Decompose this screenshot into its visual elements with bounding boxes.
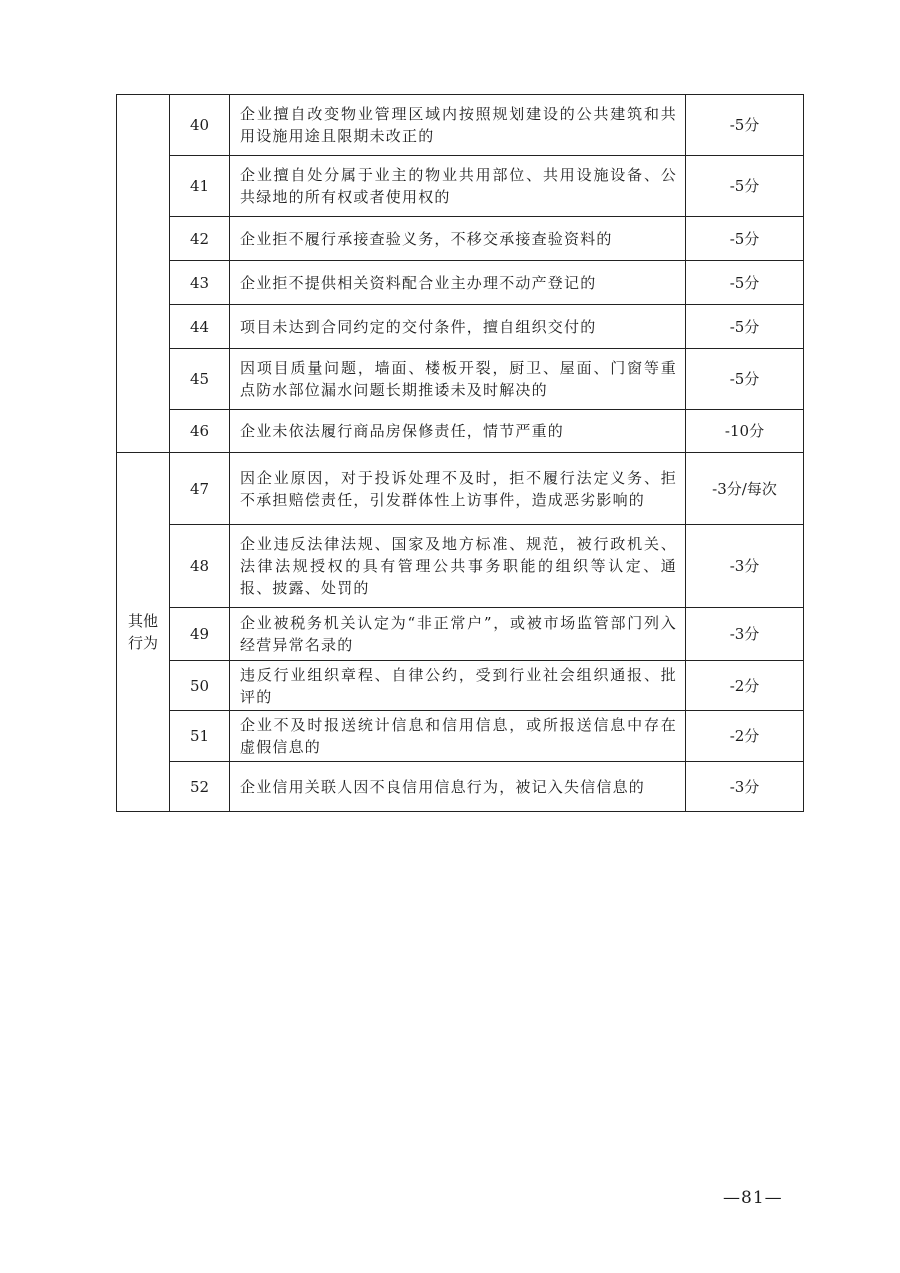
row-number: 49 <box>170 608 230 661</box>
table-row <box>117 711 804 762</box>
table-row <box>117 661 804 711</box>
row-score: -3分 <box>686 608 804 661</box>
table-row <box>117 762 804 812</box>
row-number: 41 <box>170 156 230 217</box>
row-score: -5分 <box>686 261 804 305</box>
row-number: 43 <box>170 261 230 305</box>
row-description: 企业违反法律法规、国家及地方标准、规范，被行政机关、法律法规授权的具有管理公共事务职能的组织等认定、通报、披露、处罚的 <box>230 525 686 608</box>
row-score: -5分 <box>686 349 804 410</box>
row-score: -2分 <box>686 661 804 711</box>
table-row <box>117 95 804 156</box>
table-row <box>117 217 804 261</box>
row-description: 企业信用关联人因不良信用信息行为，被记入失信信息的 <box>230 762 686 812</box>
row-number: 51 <box>170 711 230 762</box>
category-label-line1: 其他 <box>127 612 158 630</box>
row-description: 企业擅自处分属于业主的物业共用部位、共用设施设备、公共绿地的所有权或者使用权的 <box>230 156 686 217</box>
row-description: 企业未依法履行商品房保修责任，情节严重的 <box>230 410 686 453</box>
table-row <box>117 453 804 525</box>
category-cell-previous <box>117 95 170 453</box>
row-description: 项目未达到合同约定的交付条件，擅自组织交付的 <box>230 305 686 349</box>
row-description: 因企业原因，对于投诉处理不及时，拒不履行法定义务、拒不承担赔偿责任，引发群体性上访事件，造成恶劣影响的 <box>230 453 686 525</box>
table-row <box>117 410 804 453</box>
scoring-table <box>116 94 804 812</box>
row-description: 企业擅自改变物业管理区域内按照规划建设的公共建筑和共用设施用途且限期未改正的 <box>230 95 686 156</box>
row-score: -3分/每次 <box>686 453 804 525</box>
row-score: -5分 <box>686 305 804 349</box>
row-number: 45 <box>170 349 230 410</box>
row-score: -3分 <box>686 525 804 608</box>
row-number: 46 <box>170 410 230 453</box>
table-row <box>117 525 804 608</box>
row-number: 50 <box>170 661 230 711</box>
row-score: -5分 <box>686 156 804 217</box>
table-row <box>117 305 804 349</box>
table-row <box>117 608 804 661</box>
row-score: -5分 <box>686 217 804 261</box>
row-description: 企业不及时报送统计信息和信用信息，或所报送信息中存在虚假信息的 <box>230 711 686 762</box>
row-score: -3分 <box>686 762 804 812</box>
row-number: 52 <box>170 762 230 812</box>
row-description: 违反行业组织章程、自律公约，受到行业社会组织通报、批评的 <box>230 661 686 711</box>
row-description: 因项目质量问题，墙面、楼板开裂，厨卫、屋面、门窗等重点防水部位漏水问题长期推诿未及时解决的 <box>230 349 686 410</box>
row-description: 企业拒不提供相关资料配合业主办理不动产登记的 <box>230 261 686 305</box>
table-row <box>117 349 804 410</box>
row-number: 40 <box>170 95 230 156</box>
row-description: 企业被税务机关认定为“非正常户”，或被市场监管部门列入经营异常名录的 <box>230 608 686 661</box>
row-number: 44 <box>170 305 230 349</box>
table-row <box>117 156 804 217</box>
category-cell-other <box>117 453 170 812</box>
category-label-line2: 行为 <box>127 634 158 652</box>
row-description: 企业拒不履行承接查验义务，不移交承接查验资料的 <box>230 217 686 261</box>
page-number: —81— <box>723 1188 783 1208</box>
row-score: -5分 <box>686 95 804 156</box>
row-number: 47 <box>170 453 230 525</box>
row-score: -10分 <box>686 410 804 453</box>
row-number: 42 <box>170 217 230 261</box>
row-score: -2分 <box>686 711 804 762</box>
table-row <box>117 261 804 305</box>
row-number: 48 <box>170 525 230 608</box>
